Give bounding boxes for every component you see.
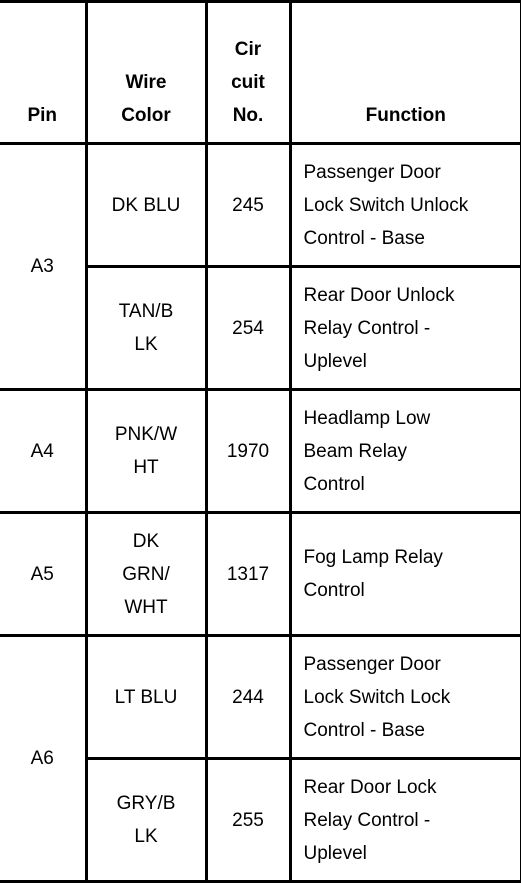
wire-color-cell xyxy=(86,267,206,390)
wire-color-line: GRY/B xyxy=(116,793,176,814)
function-cell xyxy=(290,759,521,882)
header-wire-color xyxy=(86,2,206,144)
function-cell xyxy=(290,390,521,513)
table-row xyxy=(0,390,521,513)
function-line: Uplevel xyxy=(303,842,367,864)
function-line: Control - Base xyxy=(303,719,425,741)
header-function xyxy=(290,2,521,144)
function-cell xyxy=(290,636,521,759)
pin-value: A6 xyxy=(30,748,54,769)
pin-cell xyxy=(0,513,86,636)
circuit-cell xyxy=(206,267,290,390)
circuit-cell xyxy=(206,513,290,636)
wire-color-line: LK xyxy=(134,826,158,847)
function-line: Fog Lamp Relay xyxy=(303,547,443,568)
wire-color-cell xyxy=(86,144,206,267)
circuit-value: 255 xyxy=(232,809,264,831)
function-cell xyxy=(290,267,521,390)
header-circuit-line: No. xyxy=(232,105,264,126)
wire-color-cell xyxy=(86,759,206,882)
circuit-value: 245 xyxy=(232,194,264,216)
wire-color-line: WHT xyxy=(124,596,168,618)
table-row xyxy=(0,513,521,636)
wire-color-line: LK xyxy=(134,334,158,355)
header-wire-color-line: Wire xyxy=(125,72,167,93)
table-row xyxy=(0,636,521,759)
pin-cell xyxy=(0,390,86,513)
wire-color-line: HT xyxy=(133,457,159,478)
table-row xyxy=(0,144,521,267)
wire-color-cell xyxy=(86,390,206,513)
header-wire-color-line: Color xyxy=(121,105,171,126)
header-circuit-line: cuit xyxy=(231,72,265,93)
wire-color-line: DK xyxy=(132,530,160,552)
wire-color-line: LT BLU xyxy=(114,686,178,708)
function-line: Headlamp Low xyxy=(303,407,431,429)
function-line: Rear Door Lock xyxy=(303,776,437,798)
circuit-cell xyxy=(206,759,290,882)
pin-cell xyxy=(0,636,86,882)
header-row xyxy=(0,2,521,144)
circuit-value: 1317 xyxy=(226,563,270,585)
function-line: Lock Switch Unlock xyxy=(303,194,469,216)
wire-color-line: GRN/ xyxy=(122,563,170,585)
header-circuit-line: Cir xyxy=(234,39,262,60)
function-line: Relay Control - xyxy=(303,809,431,831)
function-line: Control xyxy=(303,580,365,601)
function-line: Control xyxy=(303,473,365,495)
header-pin xyxy=(0,2,86,144)
pin-value: A3 xyxy=(30,256,54,277)
circuit-value: 254 xyxy=(232,317,264,339)
wire-color-line: DK BLU xyxy=(111,194,181,216)
wire-color-cell xyxy=(86,513,206,636)
wire-color-line: TAN/B xyxy=(118,301,174,322)
function-cell xyxy=(290,513,521,636)
function-line: Relay Control - xyxy=(303,317,431,339)
header-circuit-no xyxy=(206,2,290,144)
wire-color-line: PNK/W xyxy=(114,424,178,445)
function-line: Uplevel xyxy=(303,350,367,372)
header-pin-label: Pin xyxy=(27,105,58,126)
function-cell xyxy=(290,144,521,267)
circuit-value: 1970 xyxy=(226,440,270,462)
function-line: Lock Switch Lock xyxy=(303,686,451,708)
pin-cell xyxy=(0,144,86,390)
header-function-label: Function xyxy=(365,105,446,126)
function-line: Passenger Door xyxy=(303,653,441,675)
wire-color-cell xyxy=(86,636,206,759)
circuit-cell xyxy=(206,636,290,759)
pin-value: A5 xyxy=(30,563,54,585)
function-line: Beam Relay xyxy=(303,440,407,462)
circuit-cell xyxy=(206,144,290,267)
function-line: Passenger Door xyxy=(303,161,441,183)
circuit-cell xyxy=(206,390,290,513)
function-line: Rear Door Unlock xyxy=(303,284,455,306)
circuit-value: 244 xyxy=(232,686,264,708)
function-line: Control - Base xyxy=(303,227,425,249)
pin-value: A4 xyxy=(30,440,54,462)
